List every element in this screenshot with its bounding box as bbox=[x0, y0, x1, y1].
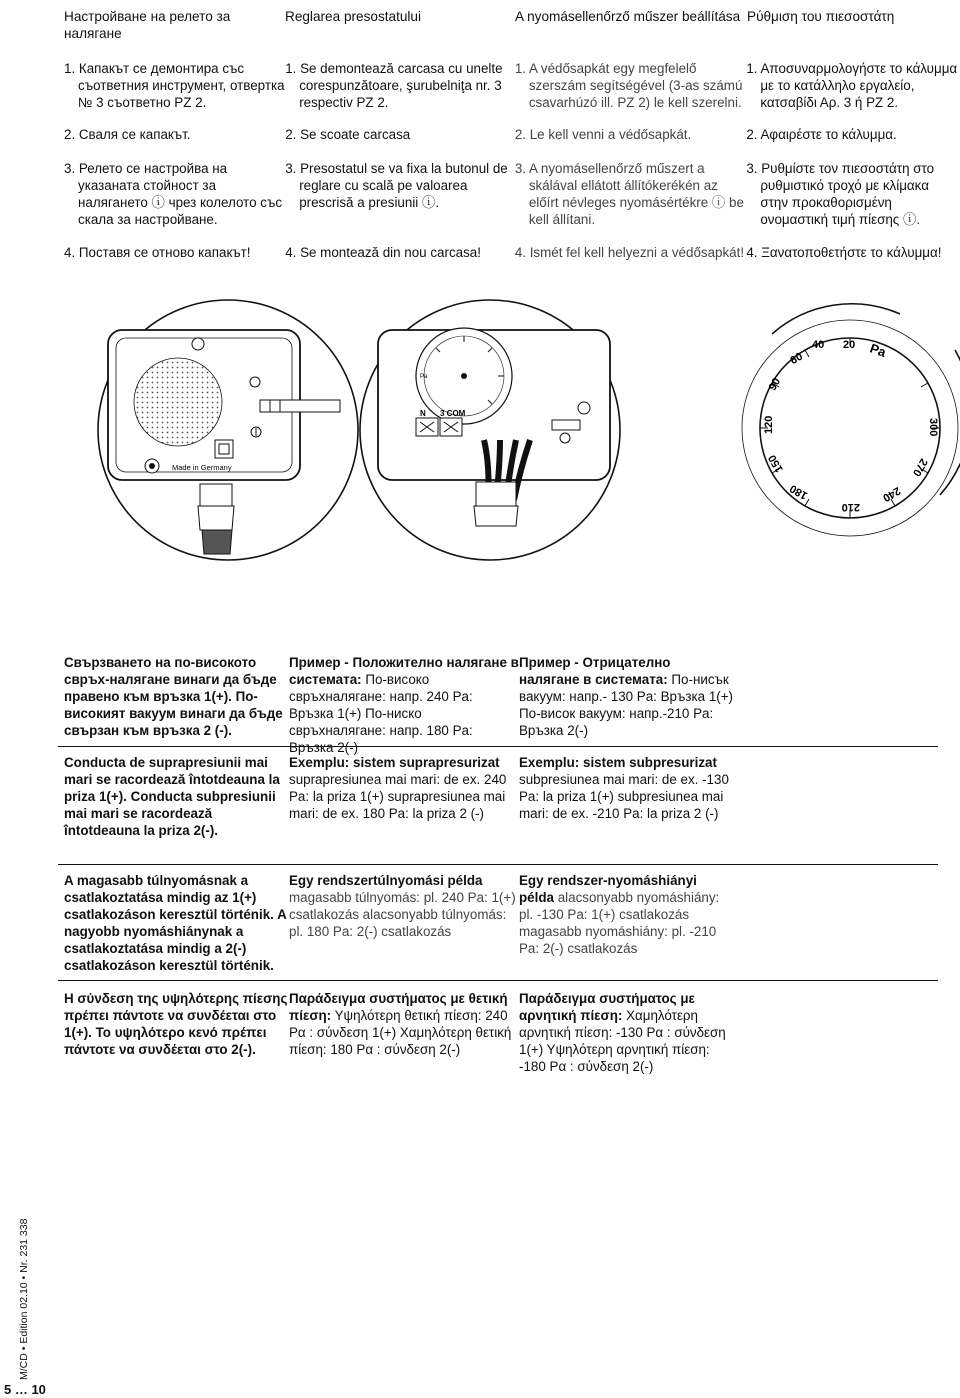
step4-row bbox=[64, 244, 960, 261]
step-ro-3: 3. Presostatul se va fixa la butonul de reglare cu scală pe valoarea prescrisă a presiunii ⓘ. bbox=[285, 161, 508, 210]
step-hu-1: 1. A védősapkát egy megfelelő szerszám segítségével (3-as számú csavarhúzó ill. PZ 2) le kell szerelni. bbox=[514, 61, 743, 110]
header-hu: A nyomásellenőrző műszer beállítása bbox=[515, 9, 741, 24]
step-bg-3: 3. Релето се настройва на указаната стойност за налягането ⓘ чрез колелото със скала за настройване. bbox=[64, 161, 283, 227]
step-bg-1: 1. Капакът се демонтира със съответния инструмент, отвертка № 3 съответно PZ 2. bbox=[64, 61, 285, 110]
step2-row bbox=[64, 126, 960, 143]
step-gr-3: 3. Ρυθμίστε τον πιεσοστάτη στο ρυθμιστικό τροχό με κλίμακα στην προκαθορισμένη ονομαστική τιμή πίεσης ⓘ. bbox=[746, 161, 935, 227]
step-gr-1: 1. Αποσυναρμολογήστε το κάλυμμα με το κατάλληλο εργαλείο, κατσαβίδι Αρ. 3 ή PZ 2. bbox=[746, 61, 958, 110]
pressure-switch-closed bbox=[98, 300, 358, 560]
step-ro-2: 2. Se scoate carcasa bbox=[285, 127, 411, 142]
note-ro-pos-text: suprapresiunea mai mari: de ex. 240 Pa: la priza 1(+) suprapresiunea mai mari: de ex. 180 Pa: la priza 2 (-) bbox=[289, 772, 507, 821]
note-gr-neg-text: Χαμηλότερη αρνητική πίεση: -130 Pα : σύνδεση 1(+) Υψηλότερη αρνητική πίεση: -180 Pα : σύνδεση 2(-) bbox=[519, 1008, 726, 1074]
step-hu-3: 3. A nyomásellenőrző műszert a skálával ellátott állítókerékén az előírt névleges nyomásértékre ⓘ be kell állítani. bbox=[514, 161, 744, 227]
note-ro-neg-title: Exemplu: sistem subpresurizat bbox=[519, 755, 717, 770]
header-gr: Ρύθμιση του πιεσοστάτη bbox=[747, 9, 895, 24]
page-number: 5 … 10 bbox=[4, 1382, 46, 1397]
step-ro-4: 4. Se montează din nou carcasa! bbox=[285, 245, 481, 260]
note-ro-rule: Conducta de suprapresiunii mai mari se racordează întotdeauna la priza 1(+). Conducta subpresiunii mai mari se racordează întotdeauna la priza 2(-). bbox=[64, 755, 280, 838]
instruction-headers bbox=[64, 8, 960, 42]
terminal-com-label: 3 COM bbox=[440, 409, 466, 418]
dial-tick-20: 20 bbox=[843, 339, 856, 351]
note-hu-pos-title: Egy rendszertúlnyomási példa bbox=[289, 873, 483, 888]
step-hu-4: 4. Ismét fel kell helyezni a védősapkát! bbox=[514, 245, 745, 260]
edition-label: M/CD • Edition 02.10 • Nr. 231 338 bbox=[18, 1218, 30, 1380]
step-gr-4: 4. Ξανατοποθετήστε το κάλυμμα! bbox=[746, 245, 942, 260]
notes-bg bbox=[64, 654, 734, 756]
note-bg-neg-text: По-нисък вакуум: напр.- 130 Pa: Връзка 1(+) По-висок вакуум: напр.-210 Pa: Връзка 2(-) bbox=[519, 672, 734, 738]
made-in-label: Made in Germany bbox=[172, 463, 232, 472]
note-gr-pos-text: Υψηλότερη θετική πίεση: 240 Pα : σύνδεση 1(+) Χαμηλότερη θετική πίεση: 180 Pα : σύνδεση 2(-) bbox=[289, 1008, 512, 1057]
dial-pa-small: Pa bbox=[420, 374, 428, 380]
note-ro-neg-text: subpresiunea mai mari: de ex. -130 Pa: la priza 1(+) subpresiunea mai mari: de ex. -210 Pa: la priza 2 (-) bbox=[519, 772, 729, 821]
divider-1 bbox=[58, 746, 938, 747]
step-hu-2: 2. Le kell venni a védősapkát. bbox=[514, 127, 692, 142]
step-bg-2: 2. Сваля се капакът. bbox=[64, 127, 191, 142]
notes-ro bbox=[64, 754, 734, 839]
dial-tick-120: 120 bbox=[763, 415, 775, 434]
dial-tick-300: 300 bbox=[927, 418, 939, 437]
notes-hu bbox=[64, 872, 734, 974]
dial-tick-210: 210 bbox=[841, 501, 860, 513]
dial-tick-240: 240 bbox=[880, 484, 903, 504]
terminal-n-label: N bbox=[420, 409, 426, 418]
dial-tick-40: 40 bbox=[812, 339, 825, 351]
divider-3 bbox=[58, 980, 938, 981]
note-gr-rule: Η σύνδεση της υψηλότερης πίεσης πρέπει πάντοτε να συνδέεται στο 1(+). Το υψηλότερο κενό πρέπει πάντοτε να συνδέεται στο 2(-). bbox=[64, 991, 288, 1057]
dial-tick-180: 180 bbox=[787, 482, 810, 502]
note-gr-neg-title: Παράδειγμα συστήματος με αρνητική πίεση: bbox=[519, 991, 695, 1023]
note-hu-rule: A magasabb túlnyomásnak a csatlakoztatása mindig az 1(+) csatlakozáson keresztül történik. A nagyobb nyomáshiánynak a csatlakoztatása mindig a 2(-) csatlakozáson keresztül történik. bbox=[64, 873, 287, 973]
note-ro-pos-title: Exemplu: sistem suprapresurizat bbox=[289, 755, 500, 770]
note-bg-rule: Свързването на по-високото свръх-налягане винаги да бъде правено към връзка 1(+). По-високият вакуум винаги да бъде свързан към връзка 2 (-). bbox=[64, 655, 283, 738]
device-illustration bbox=[60, 290, 960, 620]
dial-unit-label: Pa bbox=[867, 340, 889, 360]
header-ro: Reglarea presostatului bbox=[285, 9, 422, 24]
step3-row bbox=[64, 160, 960, 228]
note-gr-pos-title: Παράδειγμα συστήματος με θετική πίεση: bbox=[289, 991, 508, 1023]
header-bg: Настройване на релето за налягане bbox=[64, 9, 231, 41]
note-bg-pos-title: Пример - Положително налягане в системата: bbox=[289, 655, 519, 687]
step-bg-4: 4. Поставя се отново капакът! bbox=[64, 245, 251, 260]
note-bg-pos-text: По-високо свръхналягане: напр. 240 Pa: Връзка 1(+) По-ниско свръхналягане: напр. 180 Pa: Връзка 2(-) bbox=[289, 672, 473, 755]
dial-tick-90: 90 bbox=[766, 376, 784, 393]
notes-gr bbox=[64, 990, 734, 1075]
note-hu-pos-text: magasabb túlnyomás: pl. 240 Pa: 1(+) csatlakozás alacsonyabb túlnyomás: pl. 180 Pa: 2(-) csatlakozás bbox=[289, 890, 516, 939]
dial-tick-60: 60 bbox=[788, 350, 805, 368]
dial-tick-150: 150 bbox=[766, 452, 786, 475]
pressure-switch-open bbox=[360, 300, 620, 560]
note-hu-neg-title: Egy rendszer-nyomáshiányi példa bbox=[519, 873, 697, 905]
note-hu-neg-text: alacsonyabb nyomáshiány: pl. -130 Pa: 1(+) csatlakozás magasabb nyomáshiány: pl. -210 Pa: 2(-) csatlakozás bbox=[519, 890, 720, 956]
note-bg-neg-title: Пример - Отрицателно налягане в системата: bbox=[519, 655, 671, 687]
divider-2 bbox=[58, 864, 938, 865]
step-ro-1: 1. Se demontează carcasa cu unelte corespunzătoare, şurubelniţa nr. 3 respectiv PZ 2. bbox=[285, 61, 503, 110]
dial-scale bbox=[742, 304, 960, 536]
step-gr-2: 2. Αφαιρέστε το κάλυμμα. bbox=[746, 127, 897, 142]
step1-row bbox=[64, 60, 960, 111]
dial-tick-270: 270 bbox=[910, 456, 930, 479]
